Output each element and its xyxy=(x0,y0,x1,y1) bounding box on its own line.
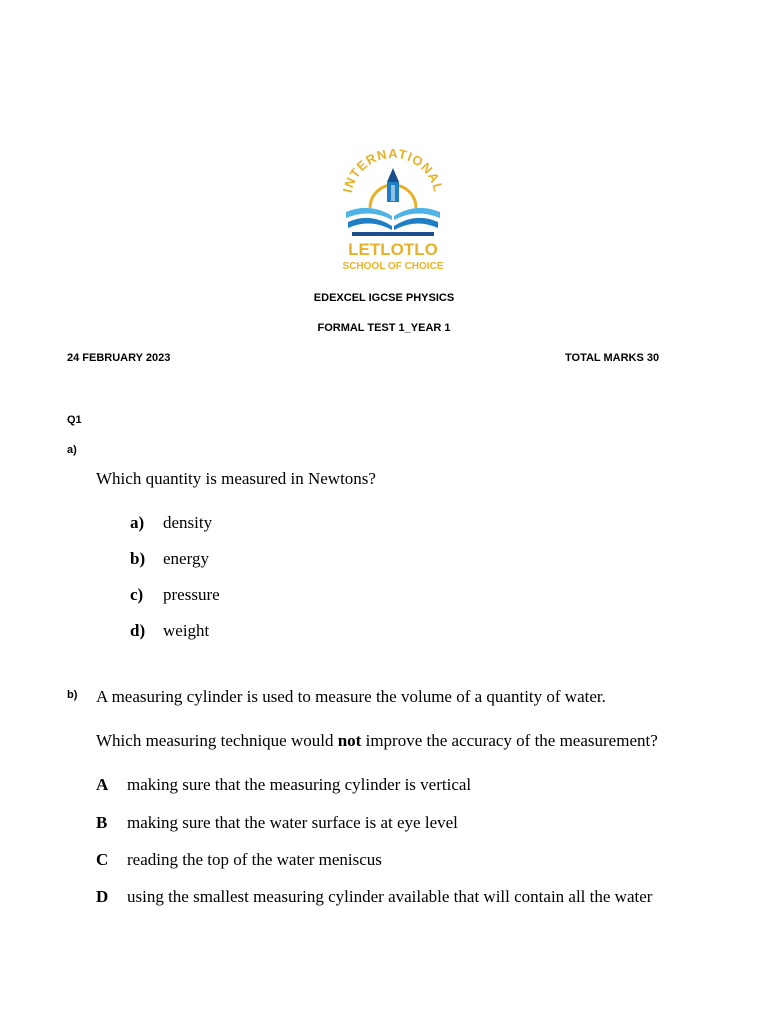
option-letter: d) xyxy=(130,621,146,640)
option-text: reading the top of the water meniscus xyxy=(127,850,382,869)
part-b-question xyxy=(96,731,658,751)
option-letter: D xyxy=(96,887,109,906)
option-text: energy xyxy=(163,549,209,568)
part-b-intro: A measuring cylinder is used to measure the volume of a quantity of water. xyxy=(96,687,606,706)
question-text-emphasis: not xyxy=(337,731,362,750)
question-text-pre: Which measuring technique would xyxy=(96,731,338,750)
logo-tagline: SCHOOL OF CHOICE xyxy=(342,261,444,272)
part-b-label: b) xyxy=(67,689,78,701)
option-text: pressure xyxy=(163,585,220,604)
option-text: making sure that the measuring cylinder is vertical xyxy=(127,775,472,794)
logo-arc-text: INTERNATIONAL xyxy=(339,145,447,195)
part-a-label: a) xyxy=(67,444,77,456)
test-date: 24 FEBRUARY 2023 xyxy=(67,352,171,364)
option-letter: b) xyxy=(130,549,146,568)
option-letter: c) xyxy=(130,585,144,604)
test-title: FORMAL TEST 1_YEAR 1 xyxy=(317,322,451,334)
subject-title: EDEXCEL IGCSE PHYSICS xyxy=(313,292,455,304)
option-letter: B xyxy=(96,813,108,832)
option-letter: A xyxy=(96,775,109,794)
question-number: Q1 xyxy=(67,414,82,426)
question-text-post: improve the accuracy of the measurement? xyxy=(361,731,658,750)
total-marks: TOTAL MARKS 30 xyxy=(565,352,660,364)
option-letter: C xyxy=(96,850,109,869)
option-letter: a) xyxy=(130,513,145,532)
option-text: density xyxy=(163,513,213,532)
logo-name: LETLOTLO xyxy=(348,240,438,259)
option-text: weight xyxy=(163,621,210,640)
school-logo xyxy=(318,130,468,280)
option-text: using the smallest measuring cylinder available that will contain all the water xyxy=(127,887,653,906)
option-text: making sure that the water surface is at eye level xyxy=(127,813,458,832)
part-a-question: Which quantity is measured in Newtons? xyxy=(96,469,376,488)
